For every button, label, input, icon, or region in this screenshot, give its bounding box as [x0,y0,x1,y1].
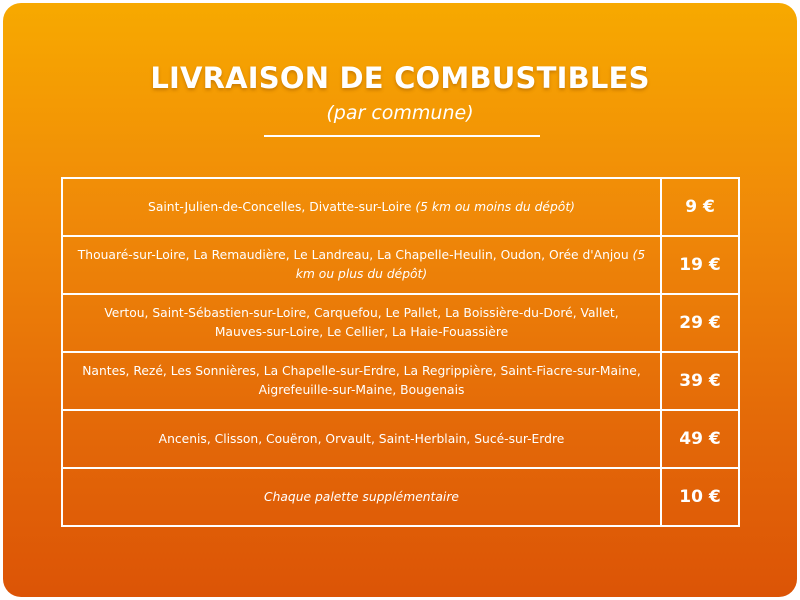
price-cell: 9 € [661,178,739,236]
communes-text: Nantes, Rezé, Les Sonnières, La Chapelle-sur-Erdre, La Regrippière, Saint-Fiacre-sur-Maine, Aigrefeuille-sur-Maine, Bougenais [82,364,641,397]
price-cell: 19 € [661,236,739,294]
table-row [62,468,739,526]
row-communes-cell [62,236,661,294]
extra-pallet-cell [62,468,661,526]
communes-text: Ancenis, Clisson, Couëron, Orvault, Saint-Herblain, Sucé-sur-Erdre [158,431,565,446]
communes-text: Saint-Julien-de-Concelles, Divatte-sur-Loire [148,199,412,214]
price-cell: 29 € [661,294,739,352]
title-divider [264,135,540,137]
price-cell: 39 € [661,352,739,410]
table-row [62,294,739,352]
extra-pallet-text: Chaque palette supplémentaire [264,489,459,504]
table-row [62,178,739,236]
row-communes-cell [62,178,661,236]
table-row [62,410,739,468]
row-communes-cell [62,410,661,468]
distance-note: (5 km ou plus du dépôt) [295,248,646,281]
delivery-rates-table [61,177,740,527]
delivery-pricing-card [3,3,797,597]
table-row [62,236,739,294]
page-subtitle: (par commune) [326,102,474,124]
communes-text: Thouaré-sur-Loire, La Remaudière, Le Landreau, La Chapelle-Heulin, Oudon, Orée d'Anjou [77,248,629,262]
communes-text: Vertou, Saint-Sébastien-sur-Loire, Carquefou, Le Pallet, La Boissière-du-Doré, Vallet, Mauves-sur-Loire, Le Cellier, La Haie-Fouassière [104,306,619,339]
row-communes-cell [62,294,661,352]
price-cell: 49 € [661,410,739,468]
table-row [62,352,739,410]
price-cell: 10 € [661,468,739,526]
page-title: LIVRAISON DE COMBUSTIBLES [150,61,650,95]
row-communes-cell [62,352,661,410]
distance-note: (5 km ou moins du dépôt) [415,199,575,214]
